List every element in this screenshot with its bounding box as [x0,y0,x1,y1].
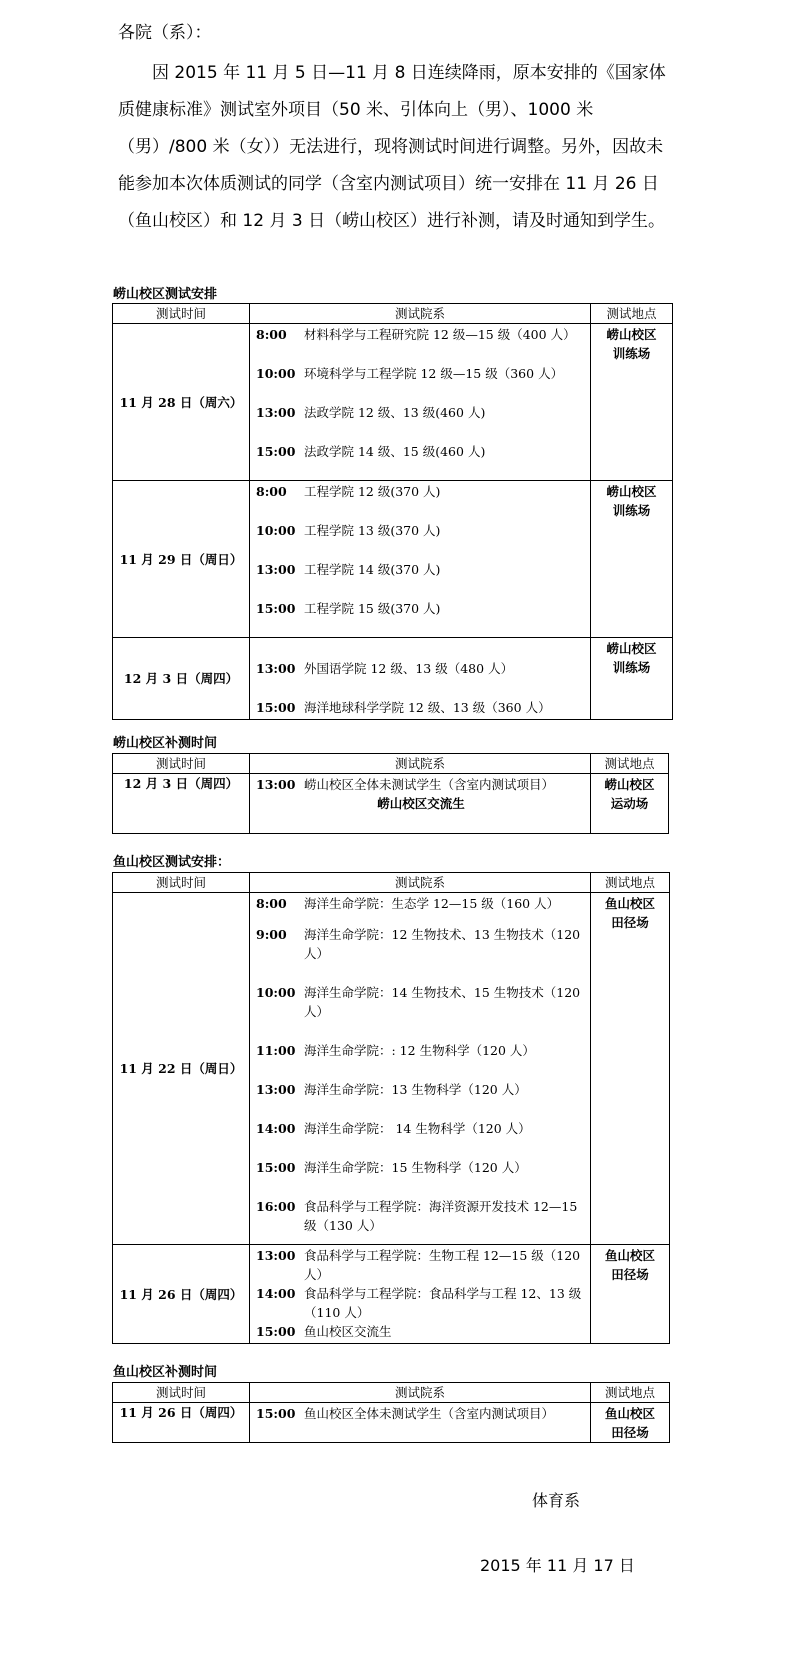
item-text: 法政学院 14 级、15 级(460 人) [304,444,486,459]
item-time: 13:00 [256,661,296,676]
item-text: 工程学院 13 级(370 人) [304,523,441,538]
section-title-laoshan-schedule: 崂山校区测试安排 [113,287,218,302]
date-cell: 12 月 3 日（周四） [113,774,250,834]
items-cell [250,893,591,1245]
item-text: 环境科学与工程学院 12 级—15 级（360 人） [304,366,564,381]
item-text: 外国语学院 12 级、13 级（480 人） [304,661,514,676]
signature-date: 2015 年 11 月 17 日 [480,1556,635,1575]
header-department: 测试院系 [250,304,591,324]
item-text: 工程学院 14 级(370 人) [304,562,441,577]
table-yushan-makeup [112,1382,670,1443]
item-time: 15:00 [256,601,296,616]
item-time: 15:00 [256,1324,296,1339]
table-yushan-schedule [112,872,670,1344]
items-cell [250,1403,591,1443]
location-cell [591,481,673,638]
location-text: 鱼山校区 田径场 [604,1248,655,1282]
item-time: 14:00 [256,1286,296,1301]
item-time: 13:00 [256,562,296,577]
header-time: 测试时间 [113,1383,250,1403]
header-location: 测试地点 [591,754,669,774]
item-time: 10:00 [256,366,296,381]
intro-paragraph: 因 2015 年 11 月 5 日—11 月 8 日连续降雨，原本安排的《国家体质健康标准》测试室外项目（50 米、引体向上（男）、1000 米（男）/800 米（女））无法进行，现将测试时间进行调整。另外，因故未能参加本次体质测试的同学（含室内测试项目）统一安排在 11 月 26 日（鱼山校区）和 12 月 3 日（崂山校区）进行补测，请及时通知到学生。 [118,63,666,231]
item-text: 工程学院 15 级(370 人) [304,601,441,616]
item-time: 13:00 [256,1082,296,1097]
table-row [113,893,670,1245]
item-time: 13:00 [256,405,296,420]
schedule-item [256,775,586,794]
table-header-row [113,754,669,774]
header-department: 测试院系 [250,873,591,893]
item-text: 海洋生命学院：: 12 生物科学（120 人） [304,1043,535,1058]
table-laoshan-schedule [112,303,673,720]
item-text: 材料科学与工程研究院 12 级—15 级（400 人） [304,327,576,342]
item-time: 15:00 [256,1406,296,1421]
header-department: 测试院系 [250,1383,591,1403]
location-cell [591,893,670,1245]
signature-department: 体育系 [532,1491,581,1510]
schedule-item [256,1080,586,1099]
schedule-item [256,983,586,1021]
schedule-item [256,1119,586,1138]
item-time: 16:00 [256,1199,296,1214]
item-time: 14:00 [256,1121,296,1136]
header-time: 测试时间 [113,754,250,774]
item-text: 海洋地球科学学院 12 级、13 级（360 人） [304,700,551,715]
location-text: 崂山校区 训练场 [606,327,657,361]
location-text: 鱼山校区 田径场 [604,1406,655,1440]
date-cell: 11 月 26 日（周四） [113,1245,250,1344]
header-time: 测试时间 [113,873,250,893]
schedule-item [256,325,586,344]
schedule-item [256,482,586,501]
schedule-item [256,442,586,461]
location-text: 崂山校区 运动场 [604,777,655,811]
item-text: 法政学院 12 级、13 级(460 人) [304,405,486,420]
item-text: 崂山校区交流生 [377,796,465,811]
item-time: 10:00 [256,985,296,1000]
table-row [113,324,673,481]
items-cell [250,324,591,481]
item-time: 8:00 [256,896,287,911]
header-location: 测试地点 [591,304,673,324]
item-time: 9:00 [256,927,287,942]
item-time: 15:00 [256,444,296,459]
item-text: 鱼山校区全体未测试学生（含室内测试项目） [304,1406,555,1421]
table-row [113,1403,670,1443]
date-cell: 11 月 29 日（周日） [113,481,250,638]
item-text: 崂山校区全体未测试学生（含室内测试项目） [304,777,555,792]
item-text: 海洋生命学院： 14 生物科学（120 人） [304,1121,531,1136]
table-row [113,481,673,638]
schedule-item [256,1041,586,1060]
table-row [113,1245,670,1344]
schedule-item [256,1284,586,1322]
location-cell [591,324,673,481]
schedule-item [256,1197,586,1235]
item-text: 海洋生命学院：15 生物科学（120 人） [304,1160,527,1175]
schedule-item [256,1404,586,1423]
salutation: 各院（系）： [118,23,212,43]
schedule-item [256,659,586,678]
section-title-yushan-makeup: 鱼山校区补测时间 [113,1365,218,1380]
location-cell [591,1403,670,1443]
location-text: 鱼山校区 田径场 [604,896,655,930]
item-text: 鱼山校区交流生 [304,1324,392,1339]
item-text: 食品科学与工程学院：食品科学与工程 12、13 级（110 人） [304,1286,582,1320]
table-header-row [113,873,670,893]
schedule-item [256,521,586,540]
item-time: 10:00 [256,523,296,538]
schedule-item [256,698,586,717]
item-time: 13:00 [256,777,296,792]
item-time: 15:00 [256,1160,296,1175]
table-header-row [113,1383,670,1403]
header-location: 测试地点 [591,873,670,893]
item-time: 15:00 [256,700,296,715]
item-text: 海洋生命学院：12 生物技术、13 生物技术（120 人） [304,927,581,961]
location-text: 崂山校区 训练场 [606,641,657,675]
date-cell: 11 月 22 日（周日） [113,893,250,1245]
section-title-laoshan-makeup: 崂山校区补测时间 [113,736,218,751]
date-cell: 11 月 26 日（周四） [113,1403,250,1443]
schedule-item [256,1158,586,1177]
schedule-item [256,403,586,422]
item-text: 食品科学与工程学院：生物工程 12—15 级（120 人） [304,1248,581,1282]
date-cell: 12 月 3 日（周四） [113,638,250,720]
schedule-item [256,1246,586,1284]
item-time: 8:00 [256,484,287,499]
item-time: 8:00 [256,327,287,342]
item-time: 13:00 [256,1248,296,1263]
header-time: 测试时间 [113,304,250,324]
date-cell: 11 月 28 日（周六） [113,324,250,481]
items-cell [250,638,591,720]
location-cell [591,1245,670,1344]
table-row [113,638,673,720]
location-text: 崂山校区 训练场 [606,484,657,518]
item-text: 海洋生命学院：13 生物科学（120 人） [304,1082,527,1097]
item-time: 11:00 [256,1043,296,1058]
location-cell [591,774,669,834]
item-text: 海洋生命学院：生态学 12—15 级（160 人） [304,896,560,911]
schedule-item [256,599,586,618]
item-text: 海洋生命学院：14 生物技术、15 生物技术（120 人） [304,985,581,1019]
header-location: 测试地点 [591,1383,670,1403]
schedule-item [256,1322,586,1341]
section-title-yushan-schedule: 鱼山校区测试安排： [113,855,231,870]
schedule-item [256,894,586,913]
location-cell [591,638,673,720]
header-department: 测试院系 [250,754,591,774]
items-cell [250,774,591,834]
schedule-item [256,925,586,963]
items-cell [250,481,591,638]
table-row [113,774,669,834]
schedule-item [256,560,586,579]
table-header-row [113,304,673,324]
schedule-item [256,364,586,383]
items-cell [250,1245,591,1344]
item-text: 工程学院 12 级(370 人) [304,484,441,499]
item-text: 食品科学与工程学院：海洋资源开发技术 12—15 级（130 人） [304,1199,578,1233]
table-laoshan-makeup [112,753,669,834]
